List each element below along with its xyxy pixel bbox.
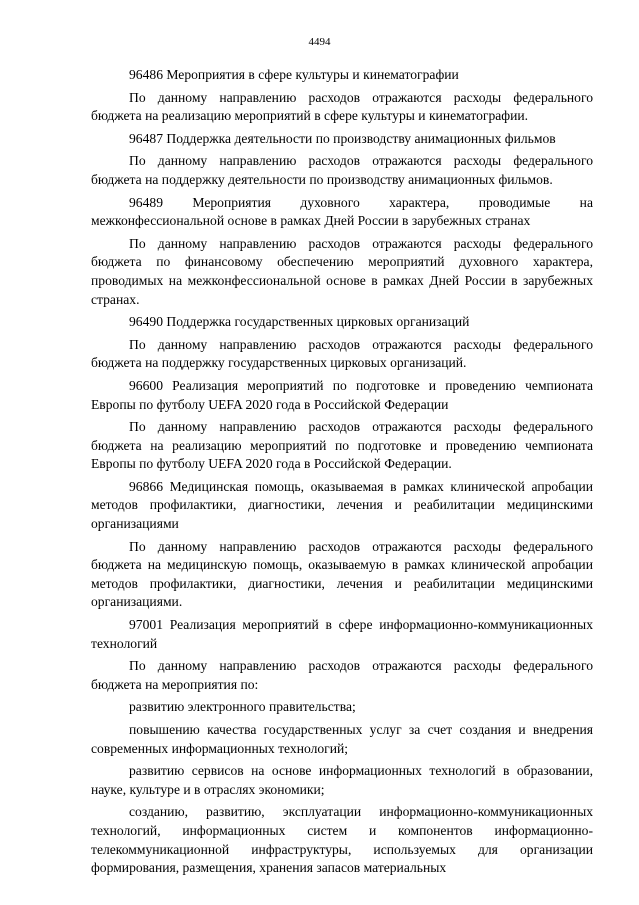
page-number: 4494	[308, 36, 331, 48]
list-item: повышению качества государственных услуг за счет создания и внедрения современных информационных технологий;	[91, 722, 593, 756]
list-item: развитию электронного правительства;	[129, 699, 356, 715]
budget-code-heading-96600: 96600 Реализация мероприятий по подготовке и проведению чемпионата Европы по футболу UEFA 2020 года в Российской Федерации	[91, 377, 593, 412]
description-96866: По данному направлению расходов отражаются расходы федерального бюджета на медицинскую помощь, оказываемую в рамках клинической апробации методов профилактики, диагностики, лечения и реабилитации медицинскими организациями.	[91, 538, 593, 610]
budget-code-heading-96487: 96487 Поддержка деятельности по производству анимационных фильмов	[129, 130, 556, 146]
description-96487: По данному направлению расходов отражаются расходы федерального бюджета на поддержку деятельности по производству анимационных фильмов.	[91, 153, 593, 187]
list-item: развитию сервисов на основе информационных технологий в образовании, науке, культуре и в отраслях экономики;	[91, 763, 593, 797]
description-96600: По данному направлению расходов отражаются расходы федерального бюджета на реализацию мероприятий по подготовке и проведению чемпионата Европы по футболу UEFA 2020 года в Российской Федерации.	[91, 419, 593, 472]
description-97001: По данному направлению расходов отражаются расходы федерального бюджета на мероприятия по:	[91, 658, 593, 692]
budget-code-heading-96486: 96486 Мероприятия в сфере культуры и кинематографии	[129, 67, 459, 82]
description-96490: По данному направлению расходов отражаются расходы федерального бюджета на поддержку государственных цирковых организаций.	[91, 336, 593, 371]
description-96486: По данному направлению расходов отражаются расходы федерального бюджета на реализацию мероприятий в сфере культуры и кинематографии.	[91, 89, 593, 124]
budget-code-heading-96490: 96490 Поддержка государственных цирковых организаций	[129, 314, 470, 330]
list-item: созданию, развитию, эксплуатации информационно-коммуникационных технологий, информационных систем и компонентов информационно-телекоммуникационной инфраструктуры, используемых для организации формирования, размещения, хранения запасов материальных	[91, 804, 593, 876]
description-96489: По данному направлению расходов отражаются расходы федерального бюджета по финансовому обеспечению мероприятий духовного характера, проводимых на межконфессиональной основе в рамках Дней России в зарубежных странах.	[91, 235, 593, 307]
budget-code-heading-96489: 96489 Мероприятия духовного характера, проводимые на межконфессиональной основе в рамках Дней России в зарубежных странах	[91, 194, 593, 229]
budget-code-heading-96866: 96866 Медицинская помощь, оказываемая в рамках клинической апробации методов профилактики, диагностики, лечения и реабилитации медицинскими организациями	[91, 478, 593, 532]
document-body	[91, 66, 593, 882]
budget-code-heading-97001: 97001 Реализация мероприятий в сфере информационно-коммуникационных технологий	[91, 617, 593, 651]
